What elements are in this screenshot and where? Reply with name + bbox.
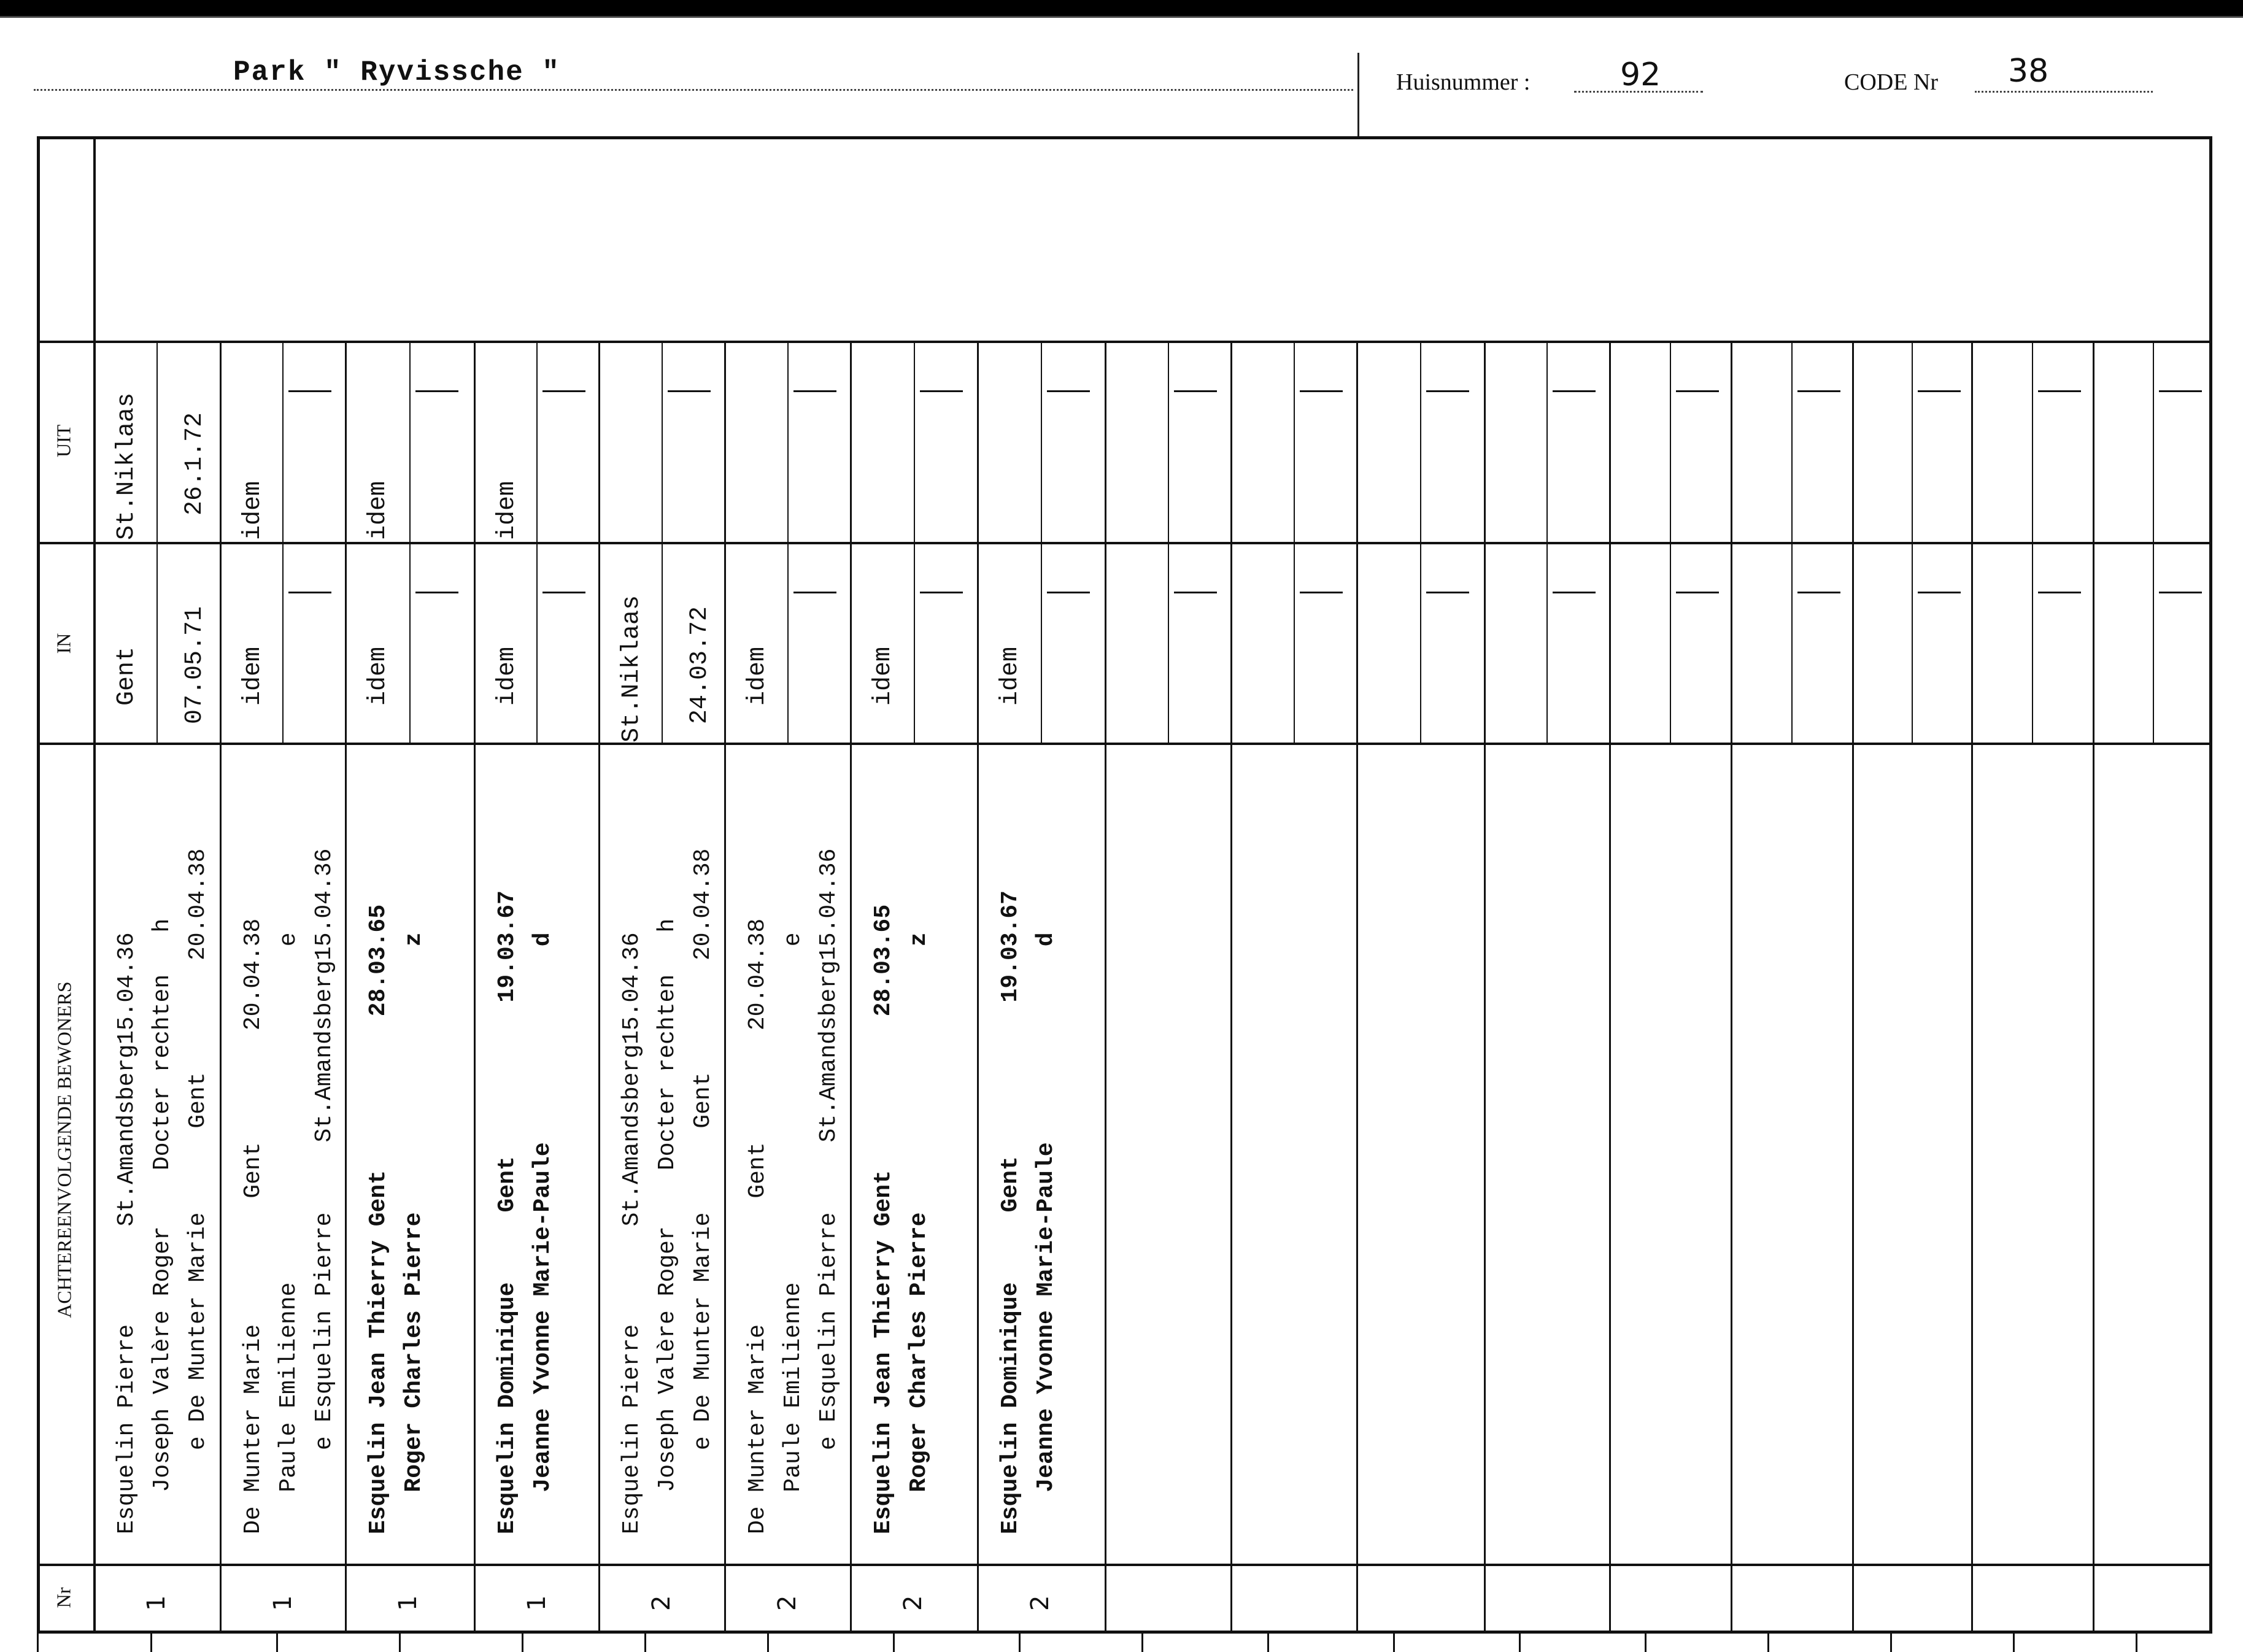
column-divider (977, 341, 979, 1634)
half-cell-divider (1168, 341, 1169, 743)
bewoners-entry: Esquelin Dominique Gent 19.03.67 Jeanne Yvonne Marie-Paule d (494, 890, 556, 1534)
uit-date-text: 26.1.72 (181, 412, 209, 515)
empty-cell-dash (1300, 390, 1343, 392)
bottom-tick-mark (276, 1634, 278, 1652)
empty-cell-dash (1676, 592, 1719, 593)
code-label: CODE Nr (1844, 69, 1939, 95)
empty-cell-dash (1174, 592, 1217, 593)
empty-cell-dash (1797, 390, 1840, 392)
code-dotted-line (1975, 91, 2153, 93)
in-place-text: idem (239, 646, 267, 706)
empty-cell-dash (288, 592, 331, 593)
top-border-line (0, 16, 2243, 18)
top-border-band (0, 0, 2243, 16)
half-cell-divider (282, 341, 284, 743)
title-dotted-line (34, 89, 1353, 91)
column-divider (724, 341, 726, 1634)
nr-value: 1 (269, 1595, 297, 1611)
huisnummer-label: Huisnummer : (1396, 69, 1531, 95)
half-cell-divider (2032, 341, 2033, 743)
nr-value: 1 (142, 1595, 171, 1611)
empty-cell-dash (2038, 592, 2081, 593)
nr-value: 2 (1026, 1595, 1054, 1611)
half-cell-divider (1546, 341, 1548, 743)
empty-cell-dash (1300, 592, 1343, 593)
half-cell-divider (1912, 341, 1913, 743)
in-place-text: St.Niklaas (618, 595, 646, 743)
empty-cell-dash (793, 592, 836, 593)
column-divider (474, 341, 476, 1634)
empty-cell-dash (1797, 592, 1840, 593)
bottom-tick-mark (644, 1634, 646, 1652)
half-cell-divider (914, 341, 915, 743)
column-divider (1609, 341, 1611, 1634)
empty-cell-dash (1553, 390, 1596, 392)
in-place-text: Gent (113, 646, 141, 706)
in-row-label: IN (52, 633, 75, 654)
in-place-text: idem (997, 646, 1024, 706)
half-cell-divider (409, 341, 411, 743)
half-cell-divider (2153, 341, 2154, 743)
nr-value: 2 (899, 1595, 927, 1611)
bottom-tick-mark (2136, 1634, 2137, 1652)
huisnummer-value: 92 (1620, 56, 1661, 93)
column-divider (850, 341, 852, 1634)
column-divider (1971, 341, 1973, 1634)
empty-cell-dash (1426, 390, 1469, 392)
bottom-tick-mark (1141, 1634, 1143, 1652)
bottom-tick-mark (1267, 1634, 1269, 1652)
half-cell-divider (1420, 341, 1421, 743)
empty-cell-dash (2159, 592, 2202, 593)
uit-place-text: St.Niklaas (113, 392, 141, 540)
column-divider (1105, 341, 1106, 1634)
empty-cell-dash (288, 390, 331, 392)
in-date-text: 07.05.71 (181, 606, 209, 724)
half-cell-divider (1670, 341, 1671, 743)
bewoners-row-label: ACHTEREENVOLGENDE BEWONERS (53, 981, 75, 1318)
empty-cell-dash (920, 592, 963, 593)
column-divider (345, 341, 347, 1634)
half-cell-divider (1041, 341, 1042, 743)
empty-cell-dash (1174, 390, 1217, 392)
empty-cell-dash (2159, 390, 2202, 392)
empty-cell-dash (415, 592, 458, 593)
half-cell-divider (662, 341, 663, 743)
bottom-tick-mark (1519, 1634, 1521, 1652)
empty-cell-dash (920, 390, 963, 392)
in-place-text: idem (365, 646, 392, 706)
bewoners-entry: Esquelin Dominique Gent 19.03.67 Jeanne Yvonne Marie-Paule d (997, 890, 1059, 1534)
bottom-tick-mark (1767, 1634, 1769, 1652)
row-divider-uit-in (37, 542, 2212, 544)
empty-cell-dash (793, 390, 836, 392)
half-cell-divider (1791, 341, 1793, 743)
column-divider (1356, 341, 1358, 1634)
nr-value: 1 (394, 1595, 422, 1611)
bewoners-entry: De Munter Marie Gent 20.04.38 Paule Emilienne e e Esquelin Pierre St.Amandsberg15.04.36 (744, 848, 842, 1534)
empty-cell-dash (1918, 592, 1961, 593)
bottom-tick-mark (1393, 1634, 1395, 1652)
header-separator (1357, 53, 1359, 136)
column-divider (1852, 341, 1854, 1634)
row-divider-in-bewoners (37, 743, 2212, 745)
bewoners-entry: De Munter Marie Gent 20.04.38 Paule Emilienne e e Esquelin Pierre St.Amandsberg15.04.36 (240, 848, 338, 1534)
column-divider (220, 341, 222, 1634)
in-place-text: idem (493, 646, 521, 706)
bottom-tick-mark (767, 1634, 769, 1652)
bottom-tick-mark (1645, 1634, 1647, 1652)
nr-value: 2 (773, 1595, 801, 1611)
empty-cell-dash (2038, 390, 2081, 392)
uit-place-text: idem (493, 481, 521, 540)
bottom-tick-mark (522, 1634, 523, 1652)
empty-cell-dash (1047, 592, 1090, 593)
uit-place-text: idem (365, 481, 392, 540)
column-divider (1484, 341, 1486, 1634)
bewoners-entry: Esquelin Jean Thierry Gent 28.03.65 Roger Charles Pierre z (870, 904, 932, 1534)
row-divider-bewoners-nr (37, 1564, 2212, 1566)
uit-place-text: idem (239, 481, 267, 540)
bottom-tick-mark (1019, 1634, 1021, 1652)
code-value: 38 (2008, 53, 2049, 90)
nr-value: 2 (647, 1595, 676, 1611)
empty-cell-dash (1918, 390, 1961, 392)
bewoners-entry: Esquelin Pierre St.Amandsberg15.04.36 Joseph Valère Roger Docter rechten h e De Munter Marie Gent 20.04.38 (114, 848, 211, 1534)
uit-row-label: UIT (52, 424, 75, 458)
empty-cell-dash (1676, 390, 1719, 392)
nr-value: 1 (523, 1595, 551, 1611)
bewoners-entry: Esquelin Jean Thierry Gent 28.03.65 Roger Charles Pierre z (365, 904, 427, 1534)
bottom-tick-mark (893, 1634, 895, 1652)
half-cell-divider (156, 341, 158, 743)
column-divider (598, 341, 600, 1634)
empty-cell-dash (1553, 592, 1596, 593)
in-date-text: 24.03.72 (686, 606, 714, 724)
column-divider (1230, 341, 1232, 1634)
column-divider (2093, 341, 2094, 1634)
half-cell-divider (1294, 341, 1295, 743)
bottom-tick-mark (1890, 1634, 1892, 1652)
bottom-tick-mark (2013, 1634, 2015, 1652)
row-divider-top (37, 341, 2212, 343)
empty-cell-dash (1426, 592, 1469, 593)
bottom-tick-mark (37, 1634, 39, 1652)
column-divider (1731, 341, 1732, 1634)
empty-cell-dash (542, 592, 585, 593)
label-column-divider (93, 136, 96, 1634)
bottom-tick-mark (150, 1634, 152, 1652)
street-title: Park " Ryvissche " (233, 56, 560, 88)
in-place-text: idem (744, 646, 771, 706)
empty-cell-dash (415, 390, 458, 392)
empty-cell-dash (1047, 390, 1090, 392)
bottom-tick-mark (399, 1634, 401, 1652)
half-cell-divider (787, 341, 789, 743)
half-cell-divider (536, 341, 538, 743)
bewoners-entry: Esquelin Pierre St.Amandsberg15.04.36 Joseph Valère Roger Docter rechten h e De Munter Marie Gent 20.04.38 (619, 848, 716, 1534)
empty-cell-dash (668, 390, 711, 392)
empty-cell-dash (542, 390, 585, 392)
in-place-text: idem (870, 646, 897, 706)
nr-row-label: Nr (52, 1587, 75, 1608)
